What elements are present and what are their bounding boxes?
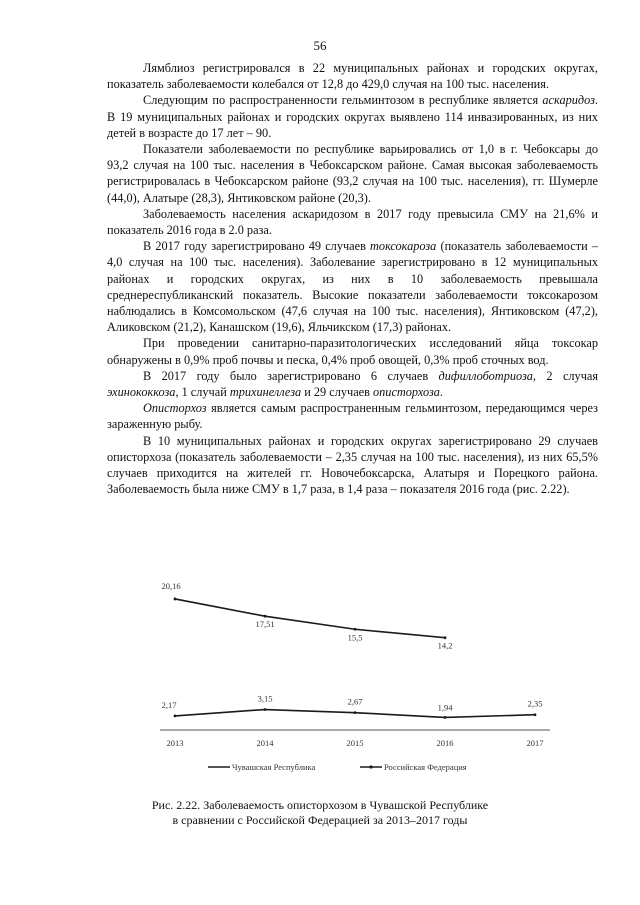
data-point xyxy=(444,716,447,719)
line-chart xyxy=(140,580,560,785)
paragraph xyxy=(107,60,598,92)
italic-term: эхинококкоза xyxy=(107,385,176,400)
paragraph xyxy=(107,368,598,400)
page-number: 56 xyxy=(313,38,327,53)
text-run: . xyxy=(439,385,443,400)
data-point xyxy=(174,598,177,601)
text-run: Заболеваемость населения аскаридозом в 2017 году превысила СМУ на 21,6% и показатель 2016 года в 2.0 раза. xyxy=(107,206,598,238)
paragraph xyxy=(107,400,598,432)
text-run: В 10 муниципальных районах и городских округах зарегистрировано 29 случаев описторхоза (показатель заболеваемости – 2,35 случая на 100 тыс. населения), из них 65,5% случаев приходится на жителей гг. Новочебоксарска, Алатыря и Порецкого района. Заболеваемость была ниже СМУ в 1,7 раза, в 1,4 раза – показателя 2016 года (рис. 2.22). xyxy=(107,433,598,497)
paragraph xyxy=(107,433,598,498)
text-run: В 2017 году зарегистрировано 49 случаев xyxy=(143,239,371,254)
italic-term: токсокароза xyxy=(370,239,437,254)
caption-line-2: в сравнении с Российской Федерацией за 2013–2017 годы xyxy=(172,813,468,827)
text-run: , 1 случай xyxy=(175,385,230,400)
text-run: . В 19 муниципальных районах и городских округах выявлено 114 инвазированных, из них детей в возрасте до 17 лет – 90. xyxy=(107,93,598,140)
data-point xyxy=(264,615,267,618)
text-run: В 2017 году было зарегистрировано 6 случаев xyxy=(143,368,439,383)
data-label: 2,35 xyxy=(527,698,543,709)
paragraph xyxy=(107,238,598,335)
paragraph xyxy=(107,206,598,238)
data-point xyxy=(354,711,357,714)
paragraph xyxy=(107,141,598,206)
x-tick-label: 2013 xyxy=(166,738,184,748)
italic-term: Описторхоз xyxy=(143,401,207,416)
legend-marker xyxy=(369,765,372,768)
legend-label: Чувашская Республика xyxy=(232,762,316,772)
legend-label: Российская Федерация xyxy=(384,762,467,772)
text-run: Лямблиоз регистрировался в 22 муниципальных районах и городских округах, показатель заболеваемости колебался от 12,8 до 429,0 случая на 100 тыс. населения. xyxy=(107,61,598,92)
body-text xyxy=(107,60,598,497)
text-run: (показатель заболеваемости – 4,0 случая на 100 тыс. населения). Заболевание зарегистрировано в 12 муниципальных районах и городских округах, из них в 10 заболеваемость превышала среднереспубликанский показатель. Высокие показатели заболеваемости токсокарозом наблюдались в Комсомольском (47,6 случая на 100 тыс. населения), Янтиковском (47,2), Аликовском (21,2), Канашском (19,6), Яльчикском (17,3) районах. xyxy=(107,239,598,335)
data-label: 15,5 xyxy=(347,632,363,643)
data-point xyxy=(534,713,537,716)
data-point xyxy=(264,708,267,711)
data-point xyxy=(444,636,447,639)
text-run: и 29 случаев xyxy=(301,385,373,400)
data-label: 20,16 xyxy=(161,580,181,591)
figure-caption xyxy=(100,798,540,828)
data-label: 2,17 xyxy=(161,699,177,710)
data-label: 14,2 xyxy=(437,640,453,651)
series-line-chuvash xyxy=(175,599,445,638)
italic-term: дифиллоботриоза xyxy=(438,368,533,383)
data-point xyxy=(174,714,177,717)
italic-term: трихинеллеза xyxy=(229,385,302,400)
x-tick-label: 2016 xyxy=(436,738,454,748)
data-point xyxy=(354,628,357,631)
paragraph xyxy=(107,335,598,367)
italic-term: описторхоза xyxy=(373,385,440,400)
italic-term: аскаридоз xyxy=(542,93,595,108)
text-run: Показатели заболеваемости по республике варьировались от 1,0 в г. Чебоксары до 93,2 случая на 100 тыс. населения в Чебоксарском районе. Самая высокая заболеваемость регистрировалась в Чебоксарском районе (93,2 случая на 100 тыс. населения), гг. Шумерле (44,0), Алатыре (28,3), Янтиковском районе (20,3). xyxy=(107,142,598,205)
x-tick-label: 2014 xyxy=(256,738,274,748)
text-run: При проведении санитарно-паразитологических исследований яйца токсокар обнаружены в 0,9% проб почвы и песка, 0,4% проб овощей, 0,3% проб сточных вод. xyxy=(107,336,598,367)
x-tick-label: 2015 xyxy=(346,738,364,748)
caption-line-1: Рис. 2.22. Заболеваемость описторхозом в Чувашской Республике xyxy=(151,798,489,812)
text-run: является самым распространенным гельминтозом, передающимся через зараженную рыбу. xyxy=(107,401,598,432)
text-run: Следующим по распространенности гельминтозом в республике является xyxy=(143,93,543,108)
paragraph xyxy=(107,92,598,141)
data-label: 3,15 xyxy=(257,693,273,704)
data-label: 17,51 xyxy=(255,619,275,630)
x-tick-label: 2017 xyxy=(526,738,544,748)
data-label: 2,67 xyxy=(347,696,363,707)
data-label: 1,94 xyxy=(437,702,453,713)
text-run: , 2 случая xyxy=(532,368,598,383)
